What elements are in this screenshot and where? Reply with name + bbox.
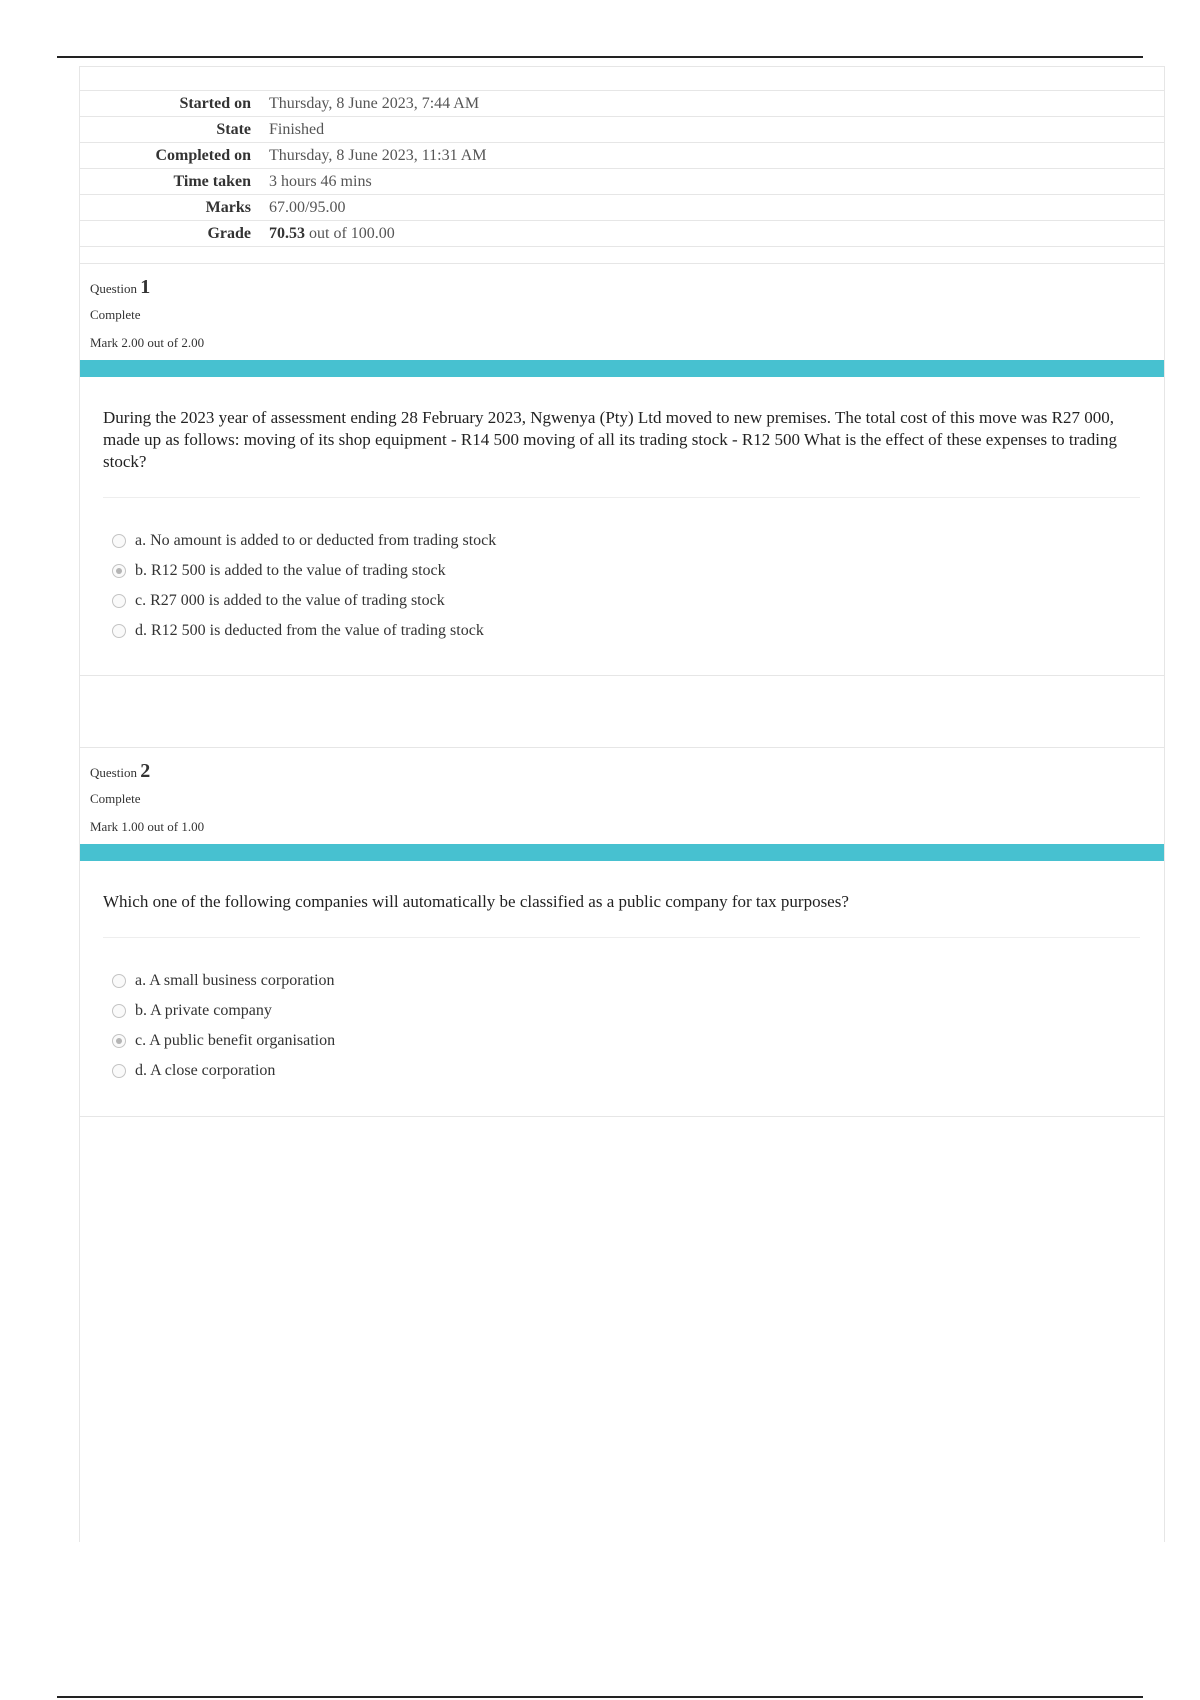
summary-label: Marks	[205, 198, 251, 216]
summary-value: Thursday, 8 June 2023, 7:44 AM	[269, 94, 480, 112]
summary-row-grade	[80, 221, 1164, 247]
question-accent-bar	[80, 360, 1164, 377]
summary-label: Started on	[179, 94, 251, 112]
page-bottom-rule	[57, 1696, 1143, 1698]
summary-row-marks	[80, 195, 1164, 221]
grade-suffix: out of 100.00	[309, 224, 395, 242]
summary-value: 3 hours 46 mins	[269, 172, 372, 190]
summary-value: Thursday, 8 June 2023, 11:31 AM	[269, 146, 487, 164]
answer-label: d. R12 500 is deducted from the value of trading stock	[135, 622, 484, 639]
question-mark: Mark 2.00 out of 2.00	[90, 335, 205, 350]
question-accent-bar	[80, 844, 1164, 861]
answer-option-c[interactable]	[112, 1026, 1164, 1056]
answer-option-d[interactable]	[112, 1056, 1164, 1086]
question-label: Question	[90, 281, 137, 296]
question-info	[80, 748, 1164, 844]
question-state: Complete	[90, 307, 141, 322]
question-number	[90, 757, 1164, 785]
question-text: Which one of the following companies will automatically be classified as a public company for tax purposes?	[103, 891, 1140, 938]
question-2	[80, 747, 1164, 1117]
summary-label: Completed on	[155, 146, 251, 164]
question-1	[80, 263, 1164, 676]
summary-row-state	[80, 117, 1164, 143]
answer-option-c[interactable]	[112, 586, 1164, 616]
answer-option-b[interactable]	[112, 556, 1164, 586]
summary-label: Grade	[207, 224, 251, 242]
radio-button[interactable]	[112, 594, 126, 608]
summary-row-completed-on	[80, 143, 1164, 169]
summary-header-spacer	[80, 67, 1164, 91]
summary-value	[251, 225, 395, 243]
answer-label: c. A public benefit organisation	[135, 1032, 336, 1049]
answer-option-d[interactable]	[112, 616, 1164, 646]
summary-label: State	[216, 120, 251, 138]
summary-row-started-on	[80, 91, 1164, 117]
question-number-value: 2	[140, 760, 151, 782]
summary-label: Time taken	[173, 172, 251, 190]
question-number-value: 1	[140, 276, 151, 298]
radio-button-selected[interactable]	[112, 564, 126, 578]
question-number	[90, 273, 1164, 301]
page-top-rule	[57, 56, 1143, 58]
answer-option-a[interactable]	[112, 526, 1164, 556]
answer-label: b. R12 500 is added to the value of trading stock	[135, 562, 446, 579]
summary-row-time-taken	[80, 169, 1164, 195]
radio-button[interactable]	[112, 974, 126, 988]
radio-button-selected[interactable]	[112, 1034, 126, 1048]
question-text: During the 2023 year of assessment ending 28 February 2023, Ngwenya (Pty) Ltd moved to new premises. The total cost of this move was R27 000, made up as follows: moving of its shop equipment - R14 500 moving of all its trading stock - R12 500 What is the effect of these expenses to trading stock?	[103, 407, 1140, 498]
quiz-review-sheet	[79, 66, 1165, 1542]
grade-score: 70.53	[269, 224, 305, 242]
answer-list	[112, 966, 1164, 1086]
radio-button[interactable]	[112, 624, 126, 638]
answer-label: b. A private company	[135, 1002, 272, 1019]
question-info	[80, 264, 1164, 360]
answer-label: a. A small business corporation	[135, 972, 335, 989]
answer-label: d. A close corporation	[135, 1062, 276, 1079]
answer-label: a. No amount is added to or deducted from trading stock	[135, 532, 497, 549]
attempt-summary-table	[80, 66, 1164, 247]
radio-button[interactable]	[112, 534, 126, 548]
summary-value: Finished	[269, 120, 325, 138]
radio-button[interactable]	[112, 1004, 126, 1018]
radio-button[interactable]	[112, 1064, 126, 1078]
answer-option-a[interactable]	[112, 966, 1164, 996]
answer-list	[112, 526, 1164, 646]
answer-option-b[interactable]	[112, 996, 1164, 1026]
answer-label: c. R27 000 is added to the value of trading stock	[135, 592, 445, 609]
summary-value: 67.00/95.00	[269, 198, 346, 216]
question-state: Complete	[90, 791, 141, 806]
question-mark: Mark 1.00 out of 1.00	[90, 819, 205, 834]
question-label: Question	[90, 765, 137, 780]
